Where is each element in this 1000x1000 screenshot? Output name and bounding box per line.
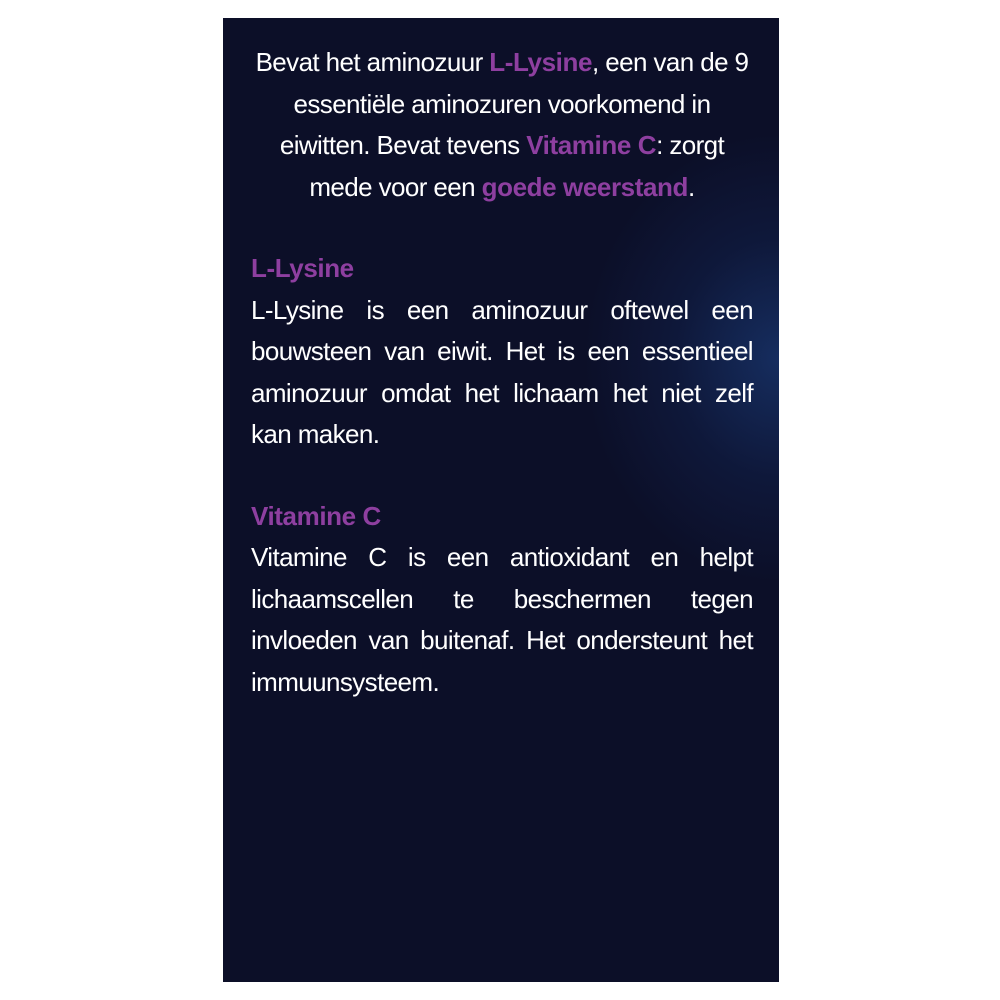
intro-highlight-l-lysine: L-Lysine <box>489 47 593 77</box>
section-vitamine-c <box>251 496 753 704</box>
intro-paragraph <box>251 42 753 208</box>
intro-text-3: : zorgt mede voor een <box>309 130 725 202</box>
product-info-content <box>251 42 753 703</box>
section-body-l-lysine: L-Lysine is een aminozuur oftewel een bouwsteen van eiwit. Het is een essentieel aminozuur omdat het lichaam het niet zelf kan maken. <box>251 294 753 449</box>
section-title-l-lysine: L-Lysine <box>251 253 354 283</box>
product-info-panel <box>223 18 779 982</box>
intro-text-1: Bevat het aminozuur <box>255 47 490 77</box>
intro-highlight-vitamine-c: Vitamine C <box>526 130 657 160</box>
intro-text-2: , een van de 9 essentiële aminozuren voorkomend in eiwitten. Bevat tevens <box>279 47 749 160</box>
intro-highlight-goede-weerstand: goede weerstand <box>481 171 689 202</box>
intro-text-4: . <box>688 171 695 202</box>
section-title-vitamine-c: Vitamine C <box>251 500 381 531</box>
section-l-lysine <box>251 248 753 456</box>
section-body-vitamine-c: Vitamine C is een antioxidant en helpt lichaamscellen te beschermen tegen invloeden van buitenaf. Het ondersteunt het immuunsysteem. <box>251 542 753 697</box>
